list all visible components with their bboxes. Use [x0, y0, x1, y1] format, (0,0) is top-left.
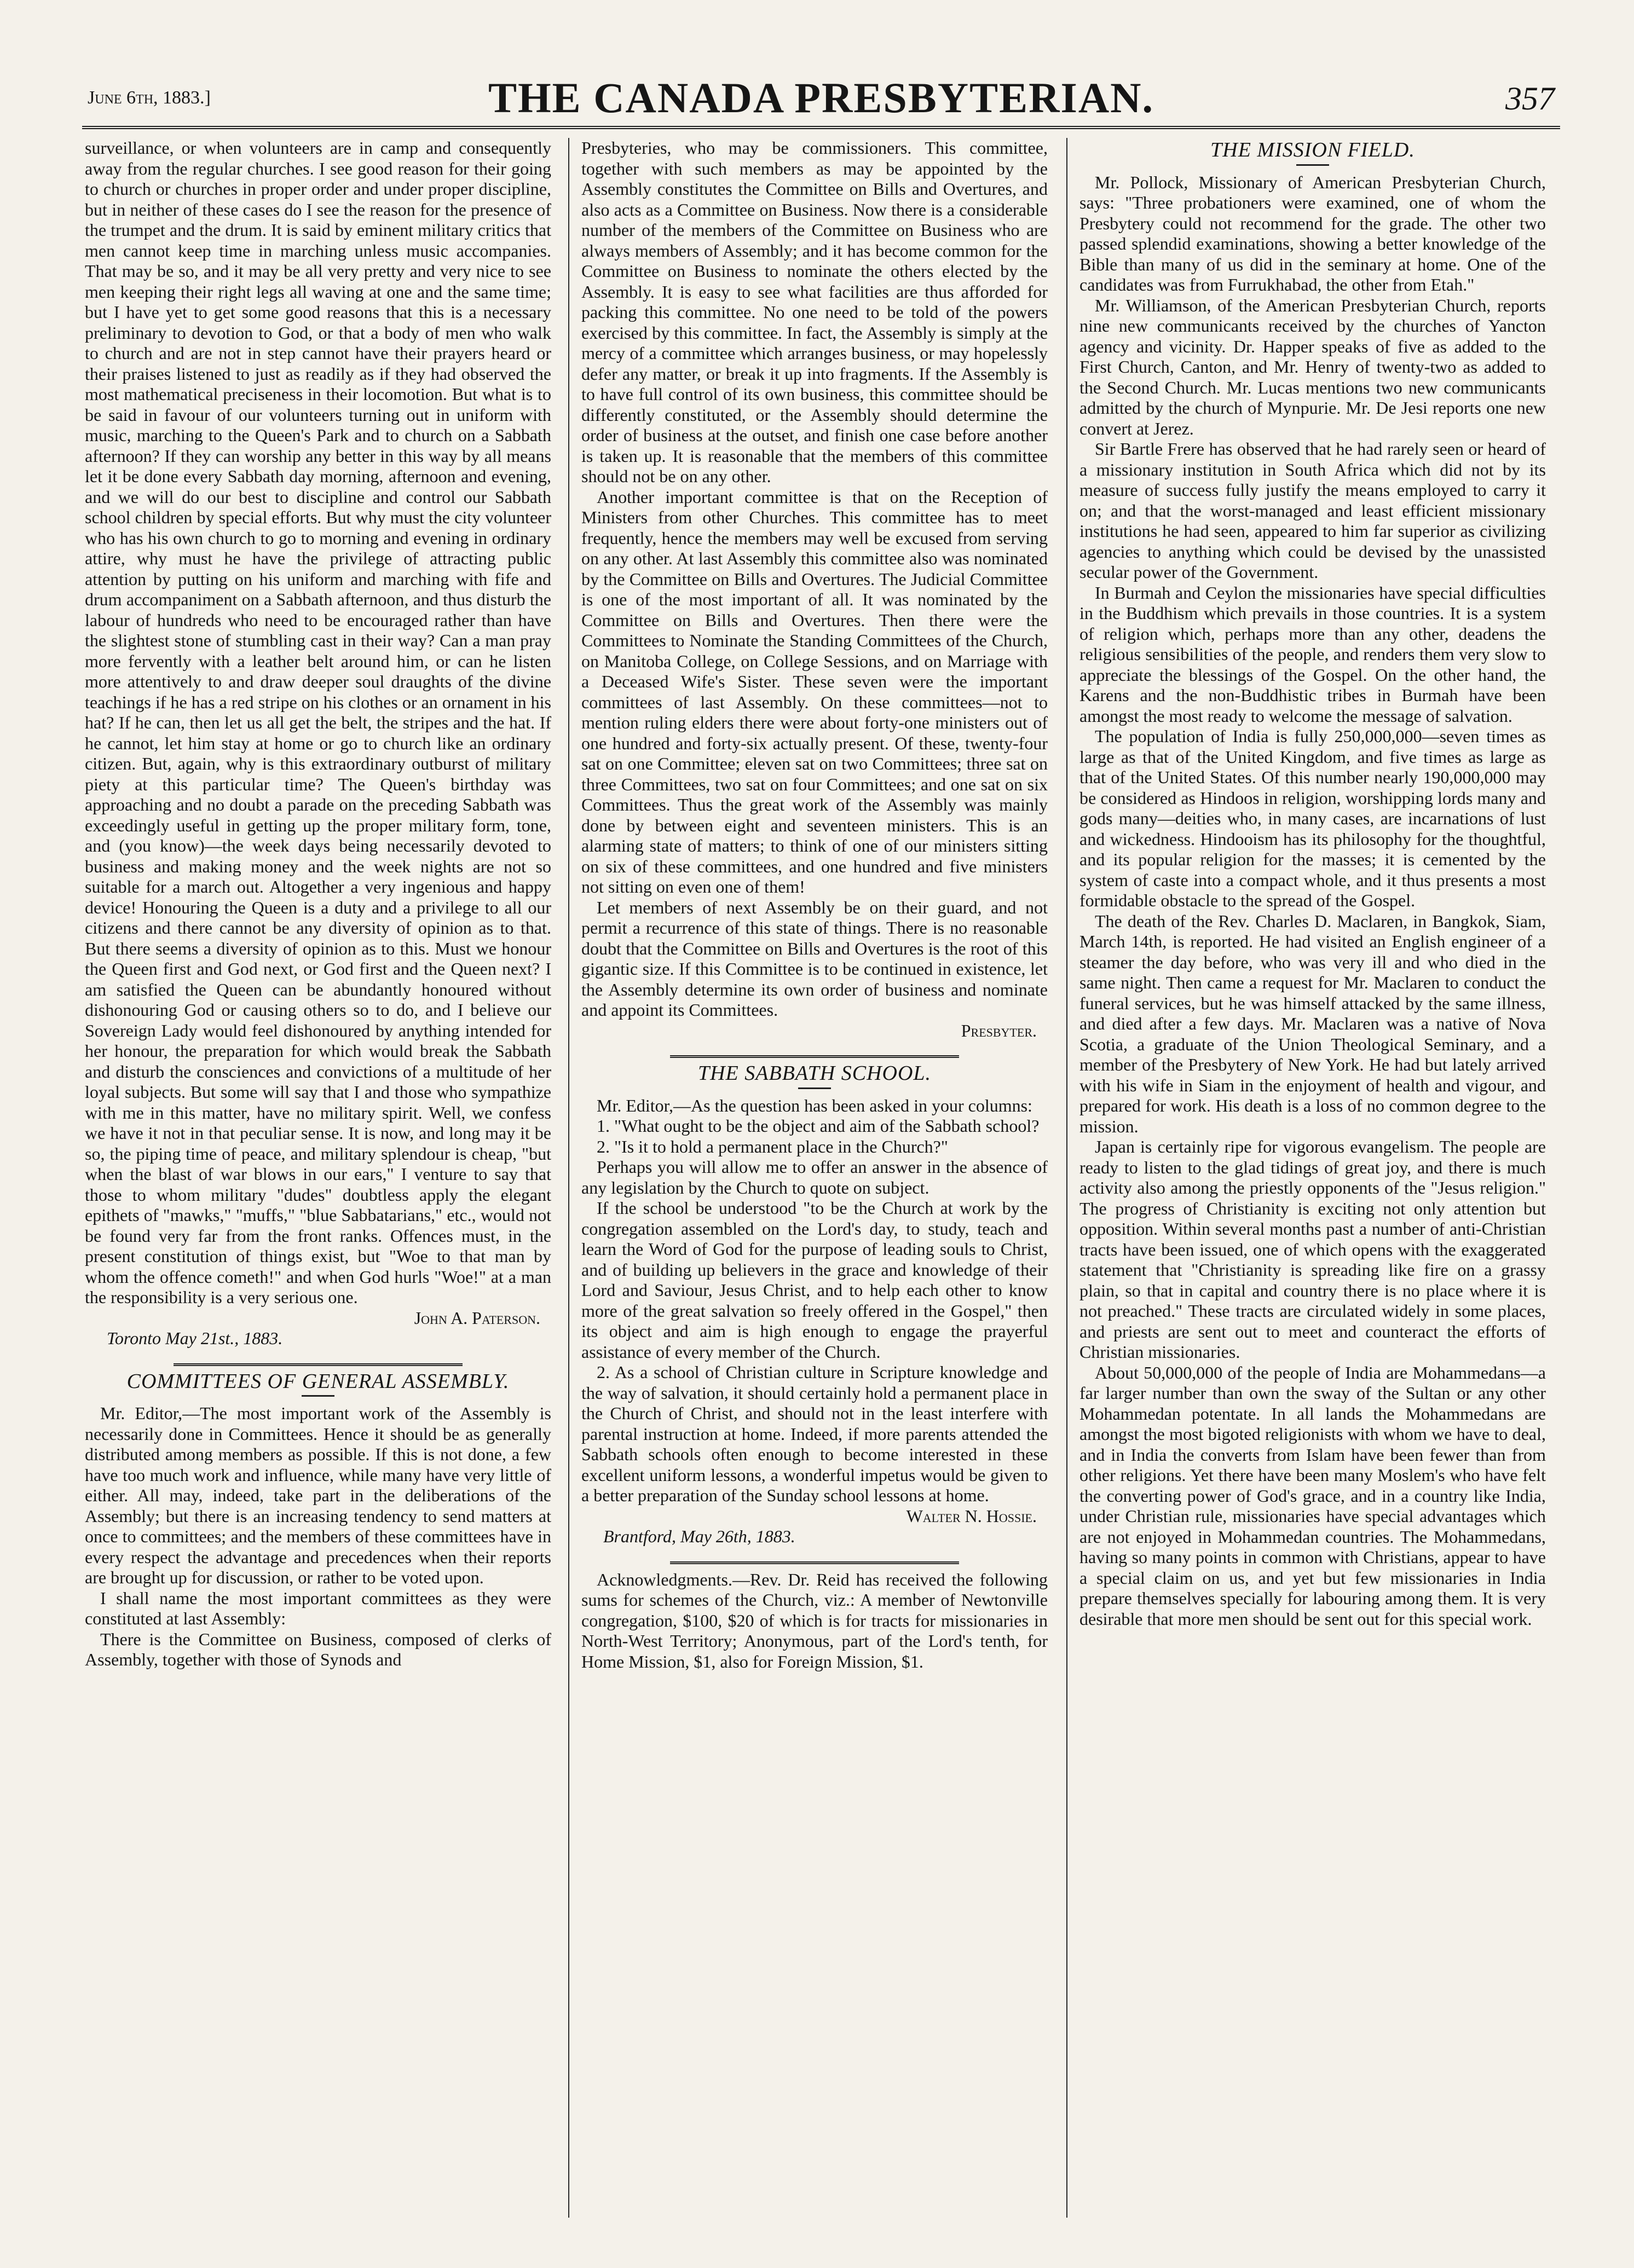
column-1: [85, 138, 551, 2212]
column-rule-right: [1066, 138, 1067, 2218]
section-divider: [670, 1055, 959, 1058]
sabbath-question: 1. "What ought to be the object and aim of the Sabbath school?: [597, 1116, 1040, 1136]
committees-paragraph: Let members of next Assembly be on their guard, and not permit a recurrence of this state of things. There is no reasonable doubt that the Committee on Bills and Overtures is the root of this gigantic size. If this Committee is to be continued in existence, let the Assembly determine its own order of business and nominate and appoint its Committees.: [581, 897, 1048, 1020]
column-2: [581, 138, 1048, 2212]
heading-underline: [798, 1087, 831, 1089]
sabbath-paragraph: If the school be understood "to be the Church at work by the congregation assembled on the Lord's day, to study, teach and learn the Word of God for the purpose of leading souls to Christ, and of building up believers in the grace and knowledge of their Lord and Saviour, Jesus Christ, and to help each other to know more of the great salvation so freely offered in the Gospel," then its object and aim is high enough to engage the prayerful assistance of every member of the Church.: [581, 1198, 1048, 1362]
mission-paragraph: The death of the Rev. Charles D. Maclaren, in Bangkok, Siam, March 14th, is reported. He had visited an English engineer of a steamer the day before, who was very ill and who died in the same night. Then came a request for Mr. Maclaren to conduct the funeral services, but he was himself attacked by the same illness, and died after a few days. Mr. Maclaren was a native of Nova Scotia, a graduate of the Union Theological Seminary, and a member of the Presbytery of New York. He had but lately arrived with his wife in Siam in the enjoyment of health and vigour, and prepared for work. His death is a loss of no common degree to the mission.: [1079, 911, 1546, 1136]
mission-paragraph: The population of India is fully 250,000,000—seven times as large as that of the United Kingdom, and five times as large as that of the United States. Of this number nearly 190,000,000 may be considered as Hindoos in religion, worshipping lords many and gods many—deities who, in many cases, are incarnations of lust and wickedness. Hindooism has its philosophy for the thoughtful, and its popular religion for the masses; it is cemented by the system of caste into a compact whole, and it thus presents a most formidable obstacle to the spread of the Gospel.: [1079, 726, 1546, 910]
heading-underline: [302, 1395, 334, 1397]
sabbath-paragraph: Perhaps you will allow me to offer an answer in the absence of any legislation by the Church to quote on subject.: [581, 1157, 1048, 1197]
issue-date: June 6th, 1883.]: [88, 88, 211, 108]
mission-paragraph: Japan is certainly ripe for vigorous evangelism. The people are ready to listen to the glad tidings of great joy, and there is much activity also among the priestly opponents of the "Jesus religion." The progress of Christianity is exciting not only attention but opposition. Within several months past a number of anti-Christian tracts have been issued, one of which opens with the exaggerated statement that "Christianity is spreading like fire on a grassy plain, so that in capital and country there is no place where it is not preached." These tracts are circulated widely in some places, and priests are sent out to meet and counteract the efforts of Christian missionaries.: [1079, 1137, 1546, 1362]
column-3: [1079, 138, 1546, 2212]
mission-paragraph: Mr. Williamson, of the American Presbyterian Church, reports nine new communicants received by the churches of Yancton agency and vicinity. Dr. Happer speaks of five as added to the First Church, Canton, and Mr. Henry of twenty-two as added to the Second Church. Mr. Lucas mentions two new communicants admitted by the church of Mynpurie. Mr. De Jesi reports one new convert at Jerez.: [1079, 295, 1546, 438]
heading-mission-field: THE MISSION FIELD.: [1210, 138, 1415, 161]
page-number: 357: [1505, 80, 1555, 117]
mission-paragraph: Mr. Pollock, Missionary of American Presbyterian Church, says: "Three probationers were examined, one of whom the Presbytery could not recommend for the grade. The other two passed splendid examinations, showing a better knowledge of the Bible than many of us did in the seminary at home. One of the candidates was from Furrukhabad, the other from Etah.": [1079, 172, 1546, 294]
mission-paragraph: In Burmah and Ceylon the missionaries have special difficulties in the Buddhism which prevails in those countries. It is a system of religion which, perhaps more than any other, deadens the religious sensibilities of the people, and renders them very slow to appreciate the blessings of the Gospel. On the other hand, the Karens and the non-Buddhistic tribes in Burmah have been amongst the most ready to welcome the message of salvation.: [1079, 582, 1546, 726]
signature-presbyter: Presbyter.: [961, 1020, 1037, 1040]
mission-paragraph: About 50,000,000 of the people of India are Mohammedans—a far larger number than own the sway of the Sultan or any other Mohammedan potentate. In all lands the Mohammedans are amongst the most bigoted religionists with whom we have to deal, and in India the converts from Islam have been fewer than from other religions. Yet there have been many Moslem's who have felt the converting power of God's grace, and in a country like India, under Christian rule, missionaries have special advantages which are not enjoyed in Mohammedan countries. The Mohammedans, having so many points in common with Christians, appear to have a special claim on us, and yet but few missionaries in India prepare themselves specially for labouring among them. It is very desirable that more men should be sent out for this special work.: [1079, 1362, 1546, 1629]
heading-committees: COMMITTEES OF GENERAL ASSEMBLY.: [126, 1369, 510, 1393]
committees-paragraph: I shall name the most important committees as they were constituted at last Assembly:: [85, 1588, 551, 1628]
section-divider: [670, 1561, 959, 1564]
sabbath-paragraph: Mr. Editor,—As the question has been asked in your columns:: [597, 1095, 1032, 1115]
mission-paragraph: Sir Bartle Frere has observed that he had rarely seen or heard of a missionary institution in South Africa which did not by its measure of success fully justify the means employed to carry it on; and that the worst-managed and least efficient missionary institutions he had seen, appeared to him far superior as civilizing agencies to anything which could be devised by the unassisted secular power of the Government.: [1079, 439, 1546, 582]
sabbath-question: 2. "Is it to hold a permanent place in the Church?": [597, 1136, 948, 1156]
section-divider: [174, 1363, 463, 1366]
letter-volunteers-text: surveillance, or when volunteers are in camp and consequently away from the regular churches. I see good reason for their going to church or churches in proper order and under proper discipline, but in neither of these cases do I see the reason for the presence of the trumpet and the drum. It is said by eminent military critics that men cannot keep time in marching unless music accompanies. That may be so, and it may be all very pretty and very nice to see men keeping their right legs all waving at one and the same time; but I have yet to get some good reasons that this is a necessary preliminary to devotion to God, or that a body of men who walk to church and are not in step cannot have their prayers heard or their praises listened to just as readily as if they had observed the most mathematical preciseness in their locomotion. But what is to be said in favour of our volunteers turning out in uniform with music, marching to the Queen's Park and to church on a Sabbath afternoon? If they can worship any better in this way by all means let it be done every Sabbath day morning, afternoon and evening, and we will do our best to discipline and control our Sabbath school children by special efforts. But why must the city volunteer who has his own church to go to morning and evening in ordinary attire, why must he have the privilege of attracting public attention by putting on his uniform and marching with fife and drum accompaniment on a Sabbath afternoon, and thus disturb the labour of hundreds who need to be encouraged rather than have the slightest stone of stumbling cast in their way? Can a man pray more fervently with a leather belt around him, or can he listen more attentively to and draw deeper soul draughts of the divine teachings if he has a red stripe on his clothes or an ornament in his hat? If he can, then let us all get the belt, the stripes and the hat. If he cannot, let him stay at home or go to church like an ordinary citizen. But, again, why is this extraordinary outburst of military piety at this particular time? The Queen's birthday was approaching and no doubt a parade on the preceding Sabbath was exceedingly useful in getting up the proper military form, tone, and (you know)—the week days being necessarily devoted to business and making money and the week nights are not so suitable for a march out. Altogether a very ingenious and happy device! Honouring the Queen is a duty and a privilege to all our citizens and there cannot be any diversity of opinion as to that. But there seems a diversity of opinion as to this. Must we honour the Queen first and God next, or God first and the Queen next? I am satisfied the Queen can be abundantly honoured without dishonouring God or causing others so to do, and I believe our Sovereign Lady would feel dishonoured by anything intended for her honour, the preparation for which would break the Sabbath and disturb the consciences and convictions of a multitude of her loyal subjects. But some will say that I and those who sympathize with me in this matter, have no military spirit. Well, we confess we have it not in that peculiar sense. It is now, and long may it be so, the piping time of peace, and military splendour is cheap, "but when the blast of war blows in our ears," I venture to say that those to whom military "dudes" doubtless apply the elegant epithets of "mawks," "muffs," "blue Sabbatarians," etc., would not be found very far from the front ranks. Offences must, in the present constitution of things exist, but "Woe to that man by whom the offence cometh!" and when God hurls "Woe!" at a man the responsibility is a very serious one.: [85, 138, 551, 1307]
committees-paragraph: Mr. Editor,—The most important work of the Assembly is necessarily done in Committees. Hence it should be as generally distributed among members as possible. If this is not done, a few have too much work and influence, while many have very little of either. All may, indeed, take part in the deliberations of the Assembly; but there is an increasing tendency to send matters at once to committees; and the members of these committees have in every respect the advantage and precedences when their reports are brought up for discussion, or rather to be voted upon.: [85, 1403, 551, 1587]
acknowledgments-paragraph: Acknowledgments.—Rev. Dr. Reid has received the following sums for schemes of the Church, viz.: A member of Newtonville congregation, $100, $20 of which is for tracts for missionaries in North-West Territory; Anonymous, part of the Lord's tenth, for Home Mission, $1, also for Foreign Mission, $1.: [581, 1569, 1048, 1671]
committees-paragraph: Presbyteries, who may be commissioners. This committee, together with such members as may be appointed by the Assembly constitutes the Committee on Bills and Overtures, and also acts as a Committee on Business. Now there is a considerable number of the members of the Committee on Business who are always members of Assembly; and it has become common for the Committee on Business to nominate the others elected by the Assembly. It is easy to see what facilities are thus afforded for packing this committee. No one need to be told of the powers exercised by this committee. In fact, the Assembly is simply at the mercy of a committee which arranges business, or may hopelessly defer any matter, or break it up into fragments. If the Assembly is to have full control of its own business, this committee should be differently constituted, or the Assembly should determine the order of business at the outset, and finish one case before another is taken up. It is reasonable that the members of this committee should not be on any other.: [581, 138, 1048, 486]
dateline-brantford: Brantford, May 26th, 1883.: [603, 1526, 795, 1546]
signature-paterson: John A. Paterson.: [414, 1307, 540, 1328]
dateline-toronto: Toronto May 21st., 1883.: [107, 1328, 283, 1348]
heading-underline: [1296, 164, 1329, 166]
committees-paragraph: Another important committee is that on the Reception of Ministers from other Churches. This committee has to meet frequently, hence the members may well be excused from serving on any other. At last Assembly this committee also was nominated by the Committee on Bills and Overtures. The Judicial Committee is one of the most important of all. It was nominated by the Committee on Bills and Overtures. Then there were the Committees to Nominate the Standing Committees of the Church, on Manitoba College, on College Sessions, and on Marriage with a Deceased Wife's Sister. These seven were the important committees of last Assembly. On these committees—not to mention ruling elders there were about forty-one ministers out of one hundred and forty-six actually present. Of these, twenty-four sat on one Committee; eleven sat on two Committees; three sat on three Committees, two sat on four Committees; and one sat on six Committees. Thus the great work of the Assembly was mainly done by between eight and seventeen ministers. This is an alarming state of matters; to think of one of our ministers sitting on six of these committees, and one hundred and five ministers not sitting on even one of them!: [581, 487, 1048, 896]
sabbath-paragraph: 2. As a school of Christian culture in Scripture knowledge and the way of salvation, it should certainly hold a permanent place in the Church of Christ, and should not in the least interfere with parental instruction at home. Indeed, if more parents attended the Sabbath schools often enough to become interested in these excellent uniform lessons, a wonderful impetus would be given to a better preparation of the Sunday school lessons at home.: [581, 1362, 1048, 1505]
newspaper-title: THE CANADA PRESBYTERIAN.: [488, 74, 1154, 121]
masthead: [82, 66, 1560, 129]
heading-sabbath-school: THE SABBATH SCHOOL.: [697, 1062, 932, 1085]
committees-paragraph: There is the Committee on Business, composed of clerks of Assembly, together with those of Synods and: [85, 1629, 551, 1669]
signature-hossie: Walter N. Hossie.: [906, 1506, 1037, 1526]
column-rule-left: [568, 138, 569, 2218]
